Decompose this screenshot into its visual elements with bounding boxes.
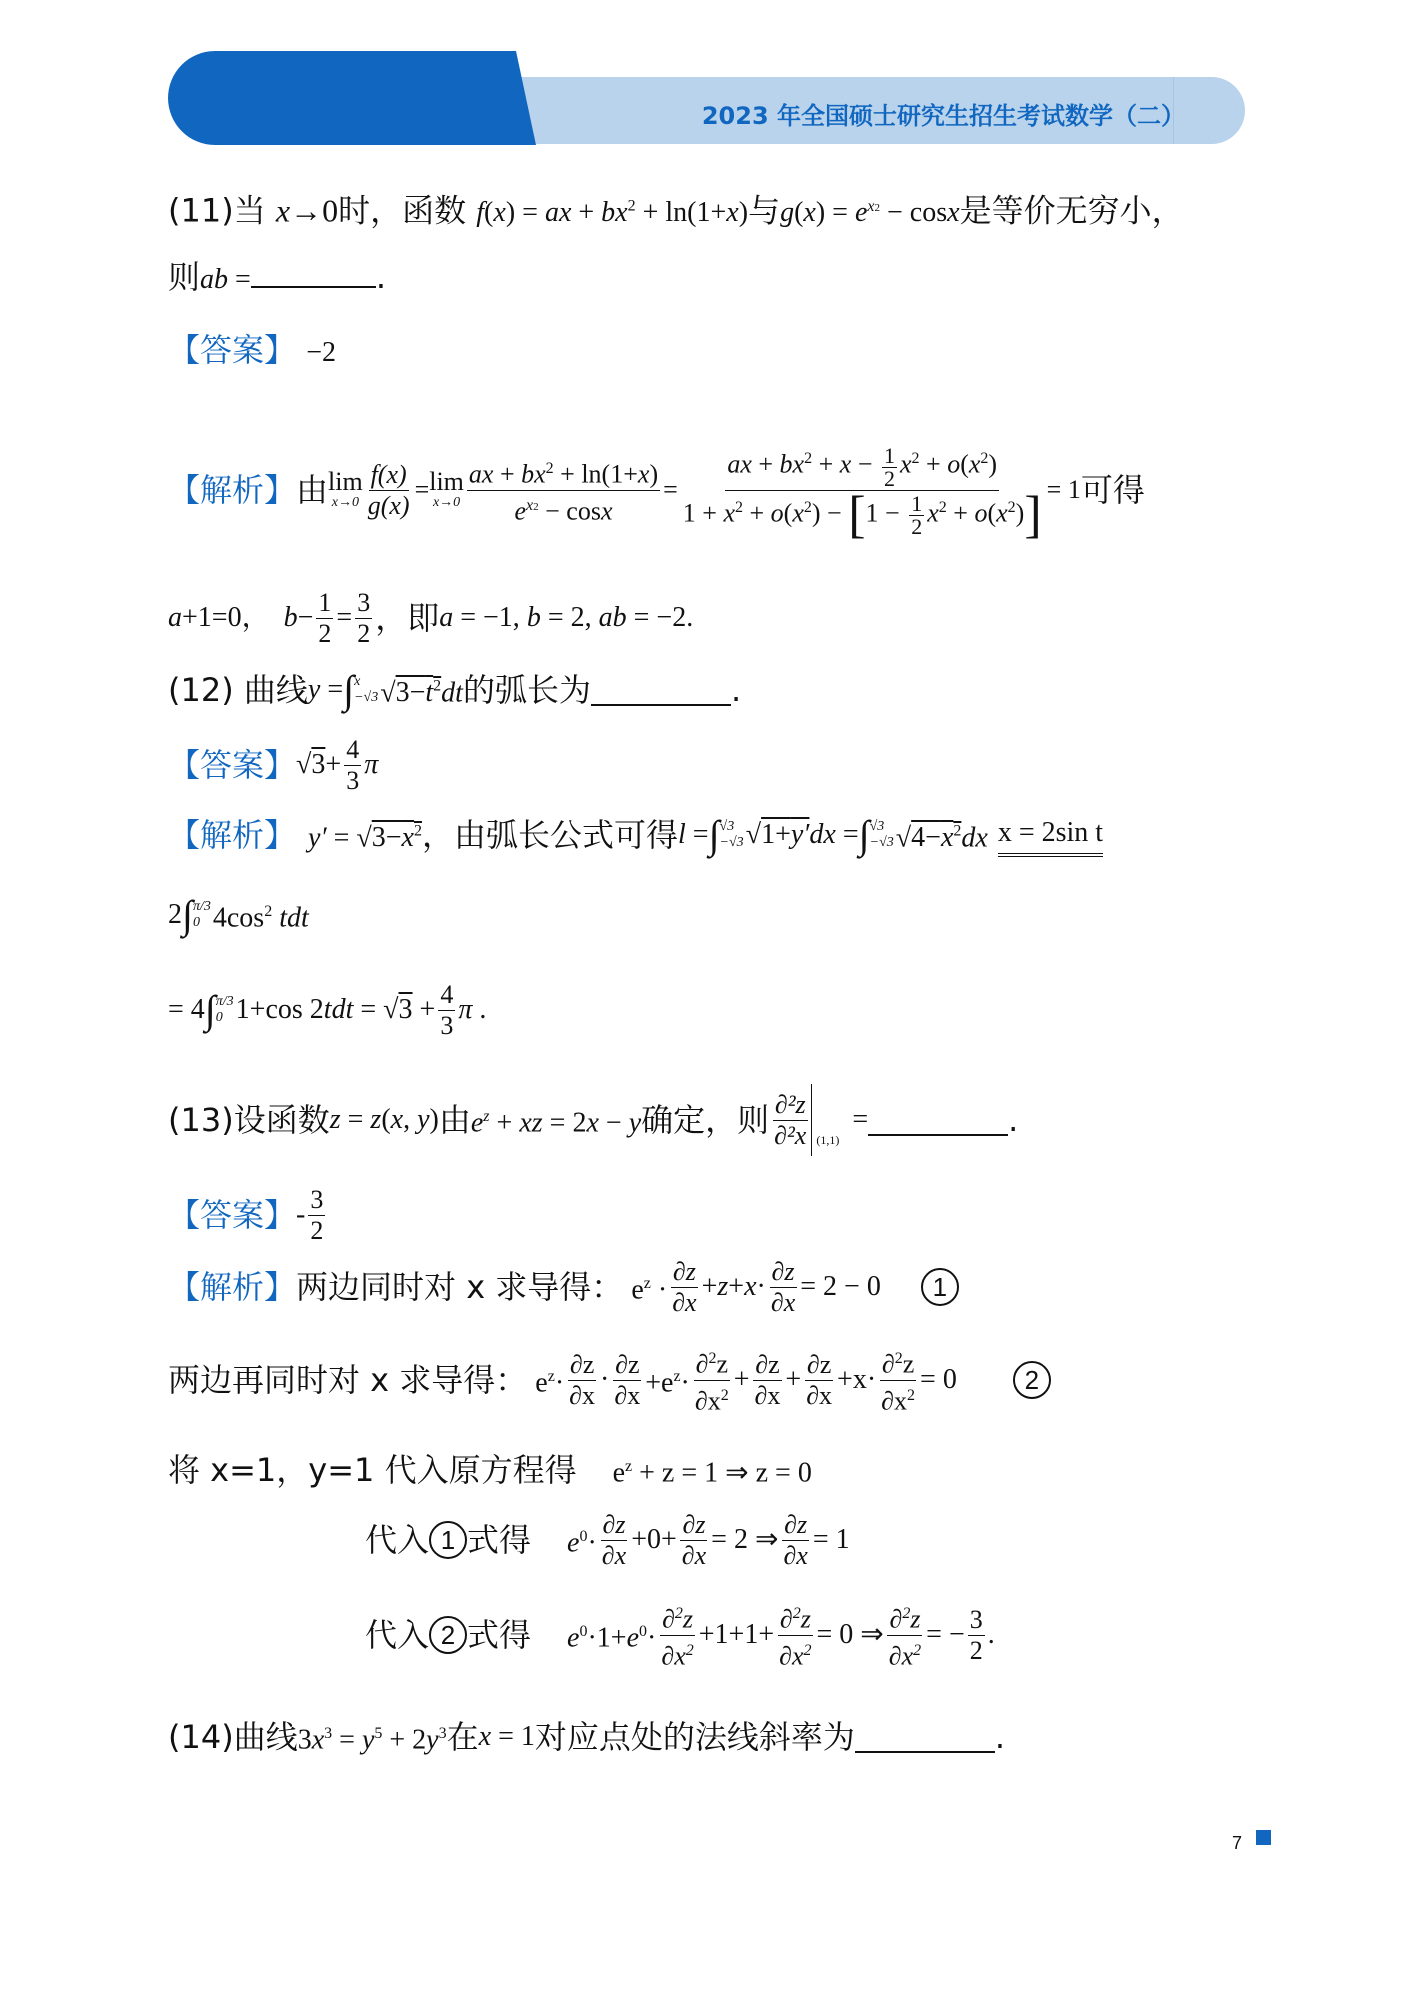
text: 则 [168,258,201,296]
answer-12 [168,730,378,800]
text: 可得 [1080,471,1145,509]
text: 两边再同时对 x 求导得： [168,1361,528,1399]
limit-operator: lim x→0 [429,467,464,510]
fraction: $\frac{\partial^2z}{\partial x^2}$ [879,1344,917,1416]
math: $e^0\cdot$ [567,1527,597,1559]
text: . [1008,1101,1019,1139]
header-banner-dark [168,51,536,145]
analysis-13-step5 [365,1590,995,1680]
question-number: (13) [168,1101,234,1139]
fraction: $\frac{ax + bx^2 + \ln(1+x)}{e^{x2} - \cos x}$ [467,454,660,526]
analysis-label: 【解析】 [168,471,297,509]
analysis-label: 【解析】 [168,816,297,854]
fraction: $\frac{4}{3}$ [440,979,454,1040]
text: 与 [748,191,781,230]
text: 将 x=1，y=1 代入原方程得 [168,1451,577,1489]
text: 曲线 [233,1718,298,1756]
math-g-def: $g(x) = e^{x2} - \cos x$ [780,197,960,229]
integral-sign: ∫ [708,812,720,857]
math: $e^z\cdot$ [535,1367,565,1399]
answer-label: 【答案】 [168,1196,297,1234]
fraction: $\frac{\partial z}{\partial x}$ [681,1509,707,1570]
math: = [852,1104,869,1135]
math: $e^z + z = 1$ ⇒ z = 0 [612,1457,812,1489]
math: b− [283,602,314,633]
math: + [733,1364,750,1395]
integral-limits: √3 −√3 [719,819,744,850]
math: $4\cos^2$ tdt [212,902,309,934]
substitution: x = 2sin t [998,813,1103,857]
text: 代入 [365,1616,430,1654]
analysis-label: 【解析】 [168,1268,297,1306]
fraction: $\frac{\partial^2z}{\partial x^2}$ [777,1599,813,1671]
integral-sign: ∫ [858,812,870,857]
math: = [414,475,430,504]
fraction: $\frac{\partial z}{\partial x}$ [770,1256,796,1317]
limit-operator: lim x→0 [328,467,363,510]
text: 时，函数 [338,191,467,230]
math: $+e^z\cdot$ [645,1367,690,1399]
math: = 4 [168,994,205,1025]
answer-label: 【答案】 [168,746,297,784]
fraction: $\frac{\partial z}{\partial x}$ [672,1256,697,1317]
math: π . [458,994,487,1025]
question-11 [168,187,1184,233]
text: 代入 [365,1521,430,1559]
equation-marker-1: 1 [921,1268,959,1306]
math: +0+ [631,1524,677,1555]
question-14 [168,1712,1005,1762]
fraction: $\frac{3}{2}$ [969,1604,983,1665]
fraction: $\frac{\partial z}{\partial x}$ [783,1509,808,1570]
text: 由 [438,1101,471,1139]
text: 对应点处的法线斜率为 [534,1718,855,1756]
math: $√4-x^2dx$ [895,822,988,854]
answer-sign: - [296,1199,306,1230]
math: +z+x· [701,1271,766,1302]
analysis-11-conclusion [168,583,693,653]
fraction: $\frac{\partial^2z}{\partial x^2}$ [659,1599,695,1671]
fraction: $\frac{\partial z}{\partial x}$ [754,1349,781,1410]
text: 确定，则 [641,1101,770,1139]
math: . [987,1619,995,1650]
text: 是等价无穷小， [959,191,1184,230]
header-title: 2023 年全国硕士研究生招生考试数学（二） [701,102,1185,130]
page-number: 7 [1232,1833,1243,1853]
text: ，由弧长公式可得 [421,816,678,854]
text: 曲线 [243,671,308,709]
answer-11 [168,330,336,373]
fraction: $\frac{f(x)}{g(x)}$ [367,459,410,520]
text: ， [375,599,408,637]
math: a = −1, b = 2, ab = −2. [439,602,694,633]
integral-sign: ∫ [204,987,216,1032]
answer-blank [855,1721,995,1753]
analysis-13-step2 [168,1340,1051,1420]
math: = 0 ⇒ [816,1619,884,1650]
math: x = 1 [478,1721,535,1752]
analysis-13-step1 [168,1252,959,1322]
answer-13 [168,1180,328,1250]
fraction: $\frac{4}{3}$ [346,734,360,795]
fraction: $\frac{\partial z}{\partial x}$ [569,1349,596,1410]
answer-fraction: $\frac{3}{2}$ [310,1184,324,1245]
math: = [336,602,353,633]
math: 1+cos 2tdt = √3 + [235,994,436,1025]
fraction: $\frac{\partial z}{\partial x}$ [806,1349,833,1410]
math: = 1 [812,1524,850,1555]
math: +1+1+ [698,1619,775,1650]
text: 式得 [467,1521,532,1559]
math: →0 [290,192,339,229]
answer-blank [591,674,731,706]
text: . [375,258,386,296]
math: = 2 − 0 [800,1271,881,1302]
equation-marker-2: 2 [1013,1361,1051,1399]
math: $y' = √3-x^2$ [308,822,422,854]
integral-limits: π/3 0 [215,994,234,1025]
integral-sign: ∫ [343,667,355,712]
text: 当 [233,191,266,230]
text: 即 [407,599,440,637]
analysis-12-step2 [168,880,309,950]
math: + [785,1364,802,1395]
math: $e^z$ · [631,1274,668,1306]
page-marker-square [1256,1830,1271,1845]
math: $3x^3 = y^5 + 2y^3$ [297,1724,447,1756]
answer-value: −2 [306,337,336,368]
analysis-11 [168,425,1145,555]
math: √1+y′dx = [745,819,859,850]
integral-limits: √3 −√3 [869,819,894,850]
integral-limits: x −√3 [354,674,379,705]
analysis-13-step4 [365,1500,850,1580]
math: x [275,192,291,229]
math: $√3-t^2dt$ [380,677,463,709]
text: . [730,671,742,709]
evaluation-bar: (1,1) [811,1084,812,1156]
answer-blank [251,256,376,288]
fraction: ax + $bx^2 + x$ − $\frac{1}{2}$ $x^2 + o(x^2)$ $1 + x^2 + o(x^2) - [1$ − $\frac{1}{2}$ $x^2 + o(x^2)$] [682,442,1042,544]
question-number: (11) [168,191,234,230]
fraction: $\frac{\partial^2z}{\partial x^2}$ [887,1599,923,1671]
math: = 0 [920,1364,957,1395]
text: 的弧长为 [462,671,591,709]
fraction: $\frac{\partial z}{\partial x}$ [614,1349,641,1410]
math: = 1 [1046,475,1081,504]
math: +x· [837,1364,877,1395]
text: 两边同时对 x 求导得： [296,1268,624,1306]
math: · [600,1364,610,1395]
analysis-12 [168,805,1103,865]
fraction: $\frac{\text{∂²z}}{\text{∂²x}}$ [774,1089,807,1150]
answer-blank [868,1104,1008,1136]
math: = − [926,1619,965,1650]
answer-value: √3+ [296,749,342,780]
math: l = [678,819,709,850]
math: $e^z$ + xz = 2x − y [470,1107,642,1139]
integral-limits: π/3 0 [192,899,211,930]
question-13 [168,1070,1018,1170]
math: π [364,749,379,780]
answer-label: 【答案】 [168,331,297,369]
text: 设函数 [233,1101,330,1139]
analysis-13-step3 [168,1445,812,1495]
text: 式得 [467,1616,532,1654]
equation-marker-1: 1 [429,1521,467,1559]
fraction: $\frac{\partial z}{\partial x}$ [601,1509,627,1570]
math: $e^0\cdot 1+e^0\cdot$ [567,1622,657,1654]
math-f-def: f(x) = ax + $bx^2 + \ln(1+x)$ [476,197,749,229]
math: = [663,475,678,504]
math-curve: y = [307,674,344,705]
question-11-line2 [168,256,386,300]
integral-sign: ∫ [182,892,193,937]
math: 2 [168,899,182,930]
text: 由 [296,471,329,509]
fraction: $\frac{3}{2}$ [357,587,371,648]
math: a+1=0， [168,602,270,633]
question-number: (14) [168,1718,234,1756]
math: z = z(x, y) [329,1104,439,1135]
fraction: $\frac{1}{2}$ [318,587,332,648]
analysis-12-step3 [168,970,486,1050]
question-12 [168,660,741,720]
math: ab = [200,264,251,295]
math: = 2 ⇒ [711,1524,779,1555]
text: . [994,1718,1006,1756]
fraction: $\frac{\partial^2z}{\partial x^2}$ [693,1344,731,1416]
text: 在 [446,1718,479,1756]
question-number: (12) [168,671,234,709]
equation-marker-2: 2 [429,1616,467,1654]
